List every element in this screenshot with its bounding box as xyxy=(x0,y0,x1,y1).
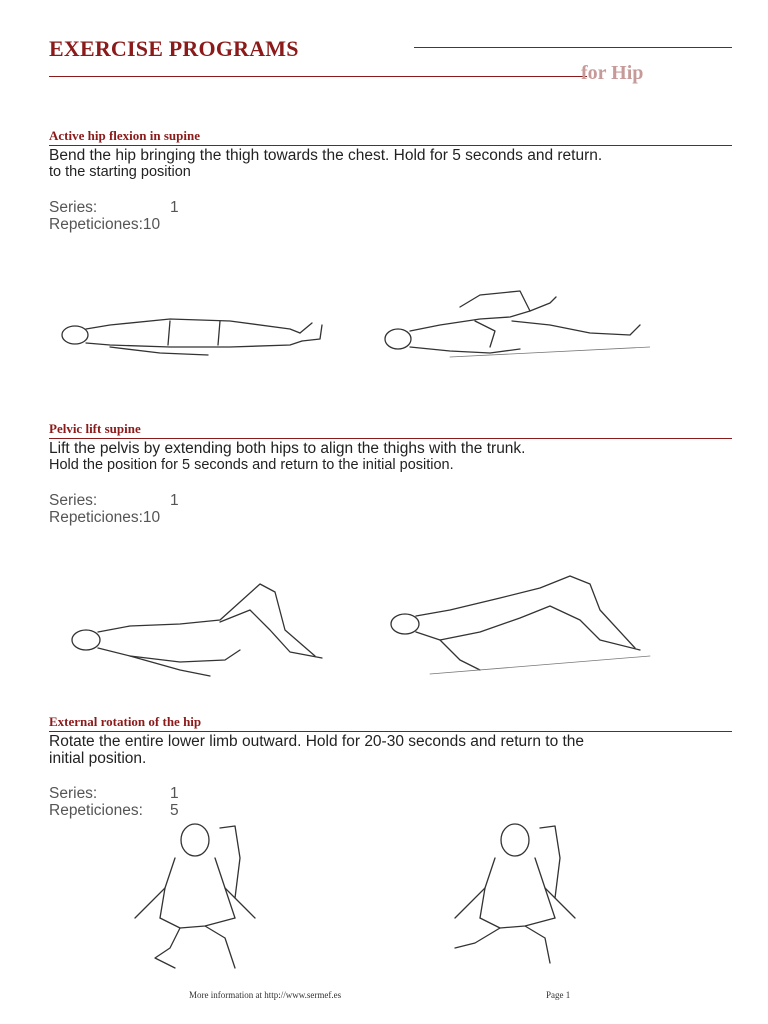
exercise-description-line2: initial position. xyxy=(49,750,147,767)
series-value: 1 xyxy=(170,199,179,216)
footer-page-number: Page 1 xyxy=(546,990,571,1000)
figure-rotation-end xyxy=(455,824,575,963)
figure-knees-bent xyxy=(72,584,322,676)
exercise-section-2 xyxy=(49,421,732,526)
exercise-title: External rotation of the hip xyxy=(49,714,732,732)
exercise-description-line1: Rotate the entire lower limb outward. Hold for 20-30 seconds and return to the xyxy=(49,733,585,750)
exercise-description-line1: Bend the hip bringing the thigh towards the chest. Hold for 5 seconds and return. xyxy=(49,147,603,164)
exercise-description xyxy=(49,147,732,181)
series-label: Series: xyxy=(49,785,98,802)
exercise-2-illustration xyxy=(60,570,660,690)
exercise-description xyxy=(49,440,732,474)
figure-lying-flat xyxy=(62,319,322,355)
page-subtitle: for Hip xyxy=(581,62,644,84)
exercise-description-line1: Lift the pelvis by extending both hips to align the thighs with the trunk. xyxy=(49,440,526,457)
exercise-description xyxy=(49,733,732,767)
header-rule-top xyxy=(414,47,732,48)
footer-more-info: More information at http://www.sermef.es xyxy=(189,990,342,1000)
series-value: 1 xyxy=(170,492,179,509)
figure-rotation-start xyxy=(135,824,255,968)
exercise-dosage xyxy=(49,199,732,233)
header-rule-bottom xyxy=(49,76,587,77)
figure-pelvic-lift xyxy=(391,576,650,674)
reps-value: 5 xyxy=(170,802,179,819)
series-label: Series: xyxy=(49,199,98,216)
exercise-section-1 xyxy=(49,128,732,233)
series-label: Series: xyxy=(49,492,98,509)
figure-knee-to-chest xyxy=(385,291,650,357)
reps-label: Repeticiones: xyxy=(49,802,143,819)
exercise-3-illustration xyxy=(125,818,595,978)
exercise-title: Pelvic lift supine xyxy=(49,421,732,439)
exercise-dosage xyxy=(49,785,732,819)
exercise-dosage xyxy=(49,492,732,526)
reps-label: Repeticiones: xyxy=(49,509,143,526)
page-title: EXERCISE PROGRAMS xyxy=(49,36,299,61)
exercise-description-line2: Hold the position for 5 seconds and return to the initial position. xyxy=(49,457,454,473)
reps-value: 10 xyxy=(142,216,161,233)
reps-value: 10 xyxy=(142,509,161,526)
exercise-1-illustration xyxy=(50,255,650,375)
exercise-section-3 xyxy=(49,714,732,819)
exercise-title: Active hip flexion in supine xyxy=(49,128,732,146)
reps-label: Repeticiones: xyxy=(49,216,143,233)
exercise-description-line2: to the starting position xyxy=(49,164,191,180)
series-value: 1 xyxy=(170,785,179,802)
